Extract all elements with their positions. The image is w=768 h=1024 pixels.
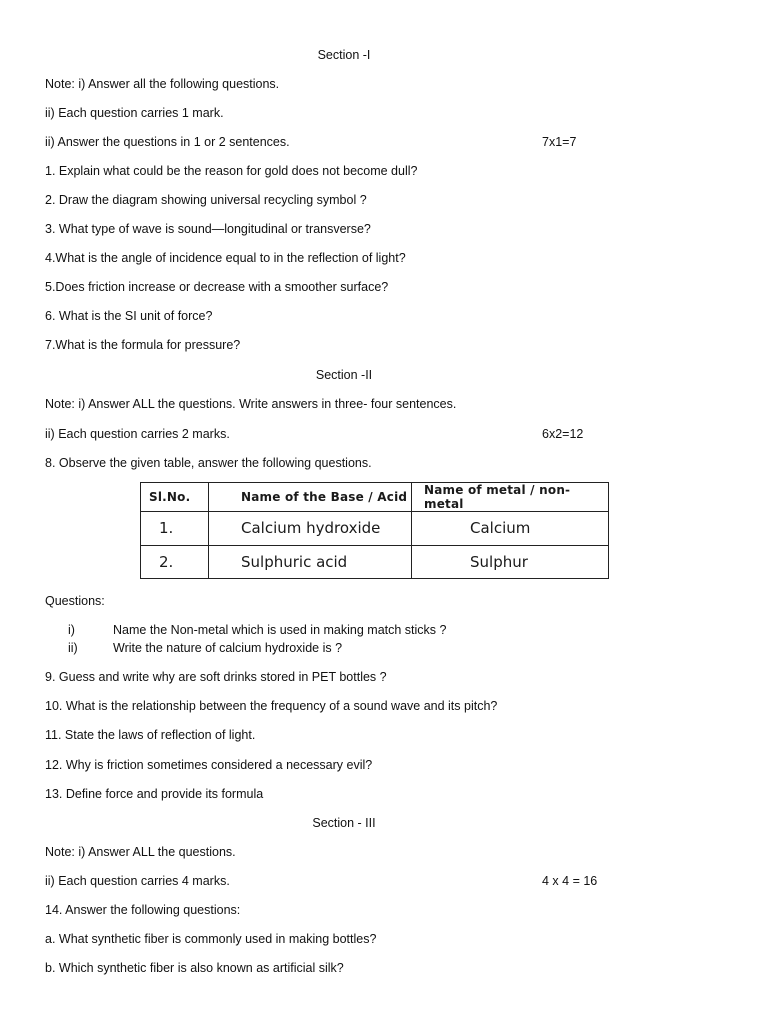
table-header-row <box>141 483 609 512</box>
question-4: 4.What is the angle of incidence equal to in the reflection of light? <box>45 251 406 265</box>
question-14b: b. Which synthetic fiber is also known as artificial silk? <box>45 961 344 975</box>
section-1-note: ii) Each question carries 1 mark. <box>45 106 224 120</box>
table-cell: Sulphur <box>412 545 609 578</box>
questions-label: Questions: <box>45 594 105 608</box>
section-3-title: Section - III <box>312 816 376 830</box>
section-1-note: ii) Answer the questions in 1 or 2 sentences. <box>45 135 290 149</box>
table-row <box>141 545 609 578</box>
subquestion-text: Write the nature of calcium hydroxide is ? <box>113 641 343 655</box>
table-cell: Calcium hydroxide <box>209 512 412 545</box>
table-cell: 2. <box>141 545 209 578</box>
question-1: 1. Explain what could be the reason for gold does not become dull? <box>45 164 418 178</box>
section-3-note: Note: i) Answer ALL the questions. <box>45 845 236 859</box>
question-9: 9. Guess and write why are soft drinks stored in PET bottles ? <box>45 670 387 684</box>
section-1-note: Note: i) Answer all the following questions. <box>45 77 280 91</box>
table-header-cell: Sl.No. <box>141 483 209 512</box>
table-cell: Sulphuric acid <box>209 545 412 578</box>
base-acid-table <box>140 482 608 579</box>
section-3-marks: 4 x 4 = 16 <box>542 874 598 888</box>
section-1-title: Section -I <box>317 48 371 62</box>
section-2-marks: 6x2=12 <box>542 427 584 441</box>
question-14a: a. What synthetic fiber is commonly used in making bottles? <box>45 932 377 946</box>
section-2-note: Note: i) Answer ALL the questions. Write answers in three- four sentences. <box>45 397 457 411</box>
question-6: 6. What is the SI unit of force? <box>45 309 213 323</box>
question-14: 14. Answer the following questions: <box>45 903 241 917</box>
section-1-marks: 7x1=7 <box>542 135 577 149</box>
subquestion-text: Name the Non-metal which is used in making match sticks ? <box>113 623 447 637</box>
subquestion-number: ii) <box>68 641 78 655</box>
question-10: 10. What is the relationship between the frequency of a sound wave and its pitch? <box>45 699 498 713</box>
table-header-cell: Name of metal / non-metal <box>412 483 609 512</box>
table-row <box>141 512 609 545</box>
question-8: 8. Observe the given table, answer the following questions. <box>45 456 372 470</box>
section-2-title: Section -II <box>315 368 373 382</box>
section-3-note: ii) Each question carries 4 marks. <box>45 874 230 888</box>
question-11: 11. State the laws of reflection of light. <box>45 728 256 742</box>
question-3: 3. What type of wave is sound—longitudinal or transverse? <box>45 222 371 236</box>
question-12: 12. Why is friction sometimes considered a necessary evil? <box>45 758 373 772</box>
table-cell: 1. <box>141 512 209 545</box>
question-5: 5.Does friction increase or decrease with a smoother surface? <box>45 280 389 294</box>
question-2: 2. Draw the diagram showing universal recycling symbol ? <box>45 193 367 207</box>
question-13: 13. Define force and provide its formula <box>45 787 264 801</box>
table-cell: Calcium <box>412 512 609 545</box>
question-7: 7.What is the formula for pressure? <box>45 338 241 352</box>
section-2-note: ii) Each question carries 2 marks. <box>45 427 230 441</box>
table-header-cell: Name of the Base / Acid <box>209 483 412 512</box>
subquestion-number: i) <box>68 623 75 637</box>
